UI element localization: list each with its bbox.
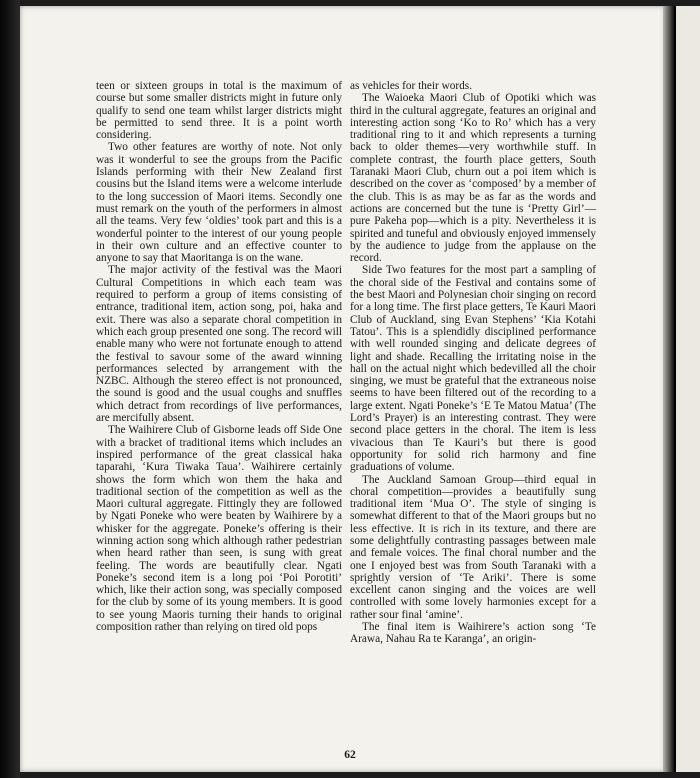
paragraph: Two other features are worthy of note. Not only was it wonderful to see the groups from the Pacific Islands performing with their New Zealand first cousins but the Island items were a welcome interlude to the long succession of Maori items. Secondly one must remark on the youth of the performers in almost all the teams. Very few ‘oldies’ took part and this is a wonderful pointer to the interest of our young people in their own culture and an effective counter to anyone to say that Maoritanga is on the wane. [96, 141, 342, 265]
paragraph: The major activity of the festival was the Maori Cultural Competitions in which each team was required to perform a group of items consisting of entrance, traditional item, action song, poi, haka and exit. There was also a separate choral competition in which each group presented one song. The record will enable many who were not fortunate enough to attend the festival to savour some of the award winning performances selected by arrangement with the NZBC. Although the stereo effect is not pronounced, the sound is good and the usual coughs and snuffles which detract from recordings of live performances, are mercifully absent. [96, 264, 342, 425]
left-text-column [96, 80, 342, 633]
page-number: 62 [344, 749, 356, 761]
paragraph: The Waihirere Club of Gisborne leads off Side One with a bracket of traditional items which includes an inspired performance of the great classical haka taparahi, ‘Kura Tiwaka Taua’. Waihirere certainly shows the form which won them the haka and traditional section of the competition as well as the Maori cultural aggregate. Fittingly they are followed by Ngati Poneke who were beaten by Waihirere by a whisker for the aggregate. Poneke’s offering is their winning action song which although rather pedestrian when heard rather than seen, is sung with great feeling. The words are beautifully clear. Ngati Poneke’s second item is a long poi ‘Poi Porotiti’ which, like their action song, was specially composed for the club by some of its young members. It is good to see young Maoris turning their hands to original composition rather than relying on tired old pops [96, 424, 342, 634]
paragraph: as vehicles for their words. [350, 80, 473, 92]
adjacent-page-edge [674, 6, 700, 772]
paragraph: The Waioeka Maori Club of Opotiki which was third in the cultural aggregate, features an original and interesting action song ‘Ko to Ro’ which has a very traditional ring to it and which represents a turning back to older themes—very worthwhile stuff. In complete contrast, the fourth place getters, South Taranaki Maori Club, churn out a poi item which is described on the cover as ‘composed’ by a member of the club. This is as may be as far as the words and actions are concerned but the tune is ‘Pretty Girl’—pure Pakeha pop—which is a pity. Nevertheless it is spirited and tuneful and obviously enjoyed immensely by the audience to judge from the applause on the record. [350, 92, 596, 265]
paragraph: Side Two features for the most part a sampling of the choral side of the Festival and contains some of the best Maori and Polynesian choir singing on record for a long time. The first place getters, Te Kauri Maori Club of Auckland, sing Evan Stephens’ ‘Kia Kotahi Tatou’. This is a splendidly disciplined performance with well rounded singing and delicate degrees of light and shade. Recalling the irritating noise in the hall on the actual night which bedevilled all the choir singing, we must be grateful that the extraneous noise seems to have been filtered out of the recording to a large extent. Ngati Poneke’s ‘E Te Matou Matua’ (The Lord’s Prayer) is an interesting contrast. They were second place getters in the choral. The item is less vivacious than Te Kauri’s but there is good opportunity for solid rich harmony and fine graduations of volume. [350, 264, 596, 474]
right-text-column [350, 80, 596, 646]
scan-border [0, 0, 20, 778]
paragraph: teen or sixteen groups in total is the maximum of course but some smaller districts might in future only qualify to send one team whilst larger districts might be permitted to send three. It is a point worth considering. [96, 80, 342, 142]
paragraph: The final item is Waihirere’s action song ‘Te Arawa, Nahau Ra te Karanga’, an origin- [350, 621, 596, 646]
paragraph: The Auckland Samoan Group—third equal in choral competition—provides a beautifully sung traditional item ‘Mua O’. The style of singing is somewhat different to that of the Maori groups but no less effective. It is rich in its texture, and there are some delightfully contrasting passages between male and female voices. The final choral number and the one I enjoyed best was from South Taranaki with a sprightly version of ‘Te Ariki’. There is some excellent canon singing and the voices are well controlled with some lovely harmonies except for a rather sour final ‘amine’. [350, 473, 596, 621]
gutter-shadow [663, 6, 674, 772]
